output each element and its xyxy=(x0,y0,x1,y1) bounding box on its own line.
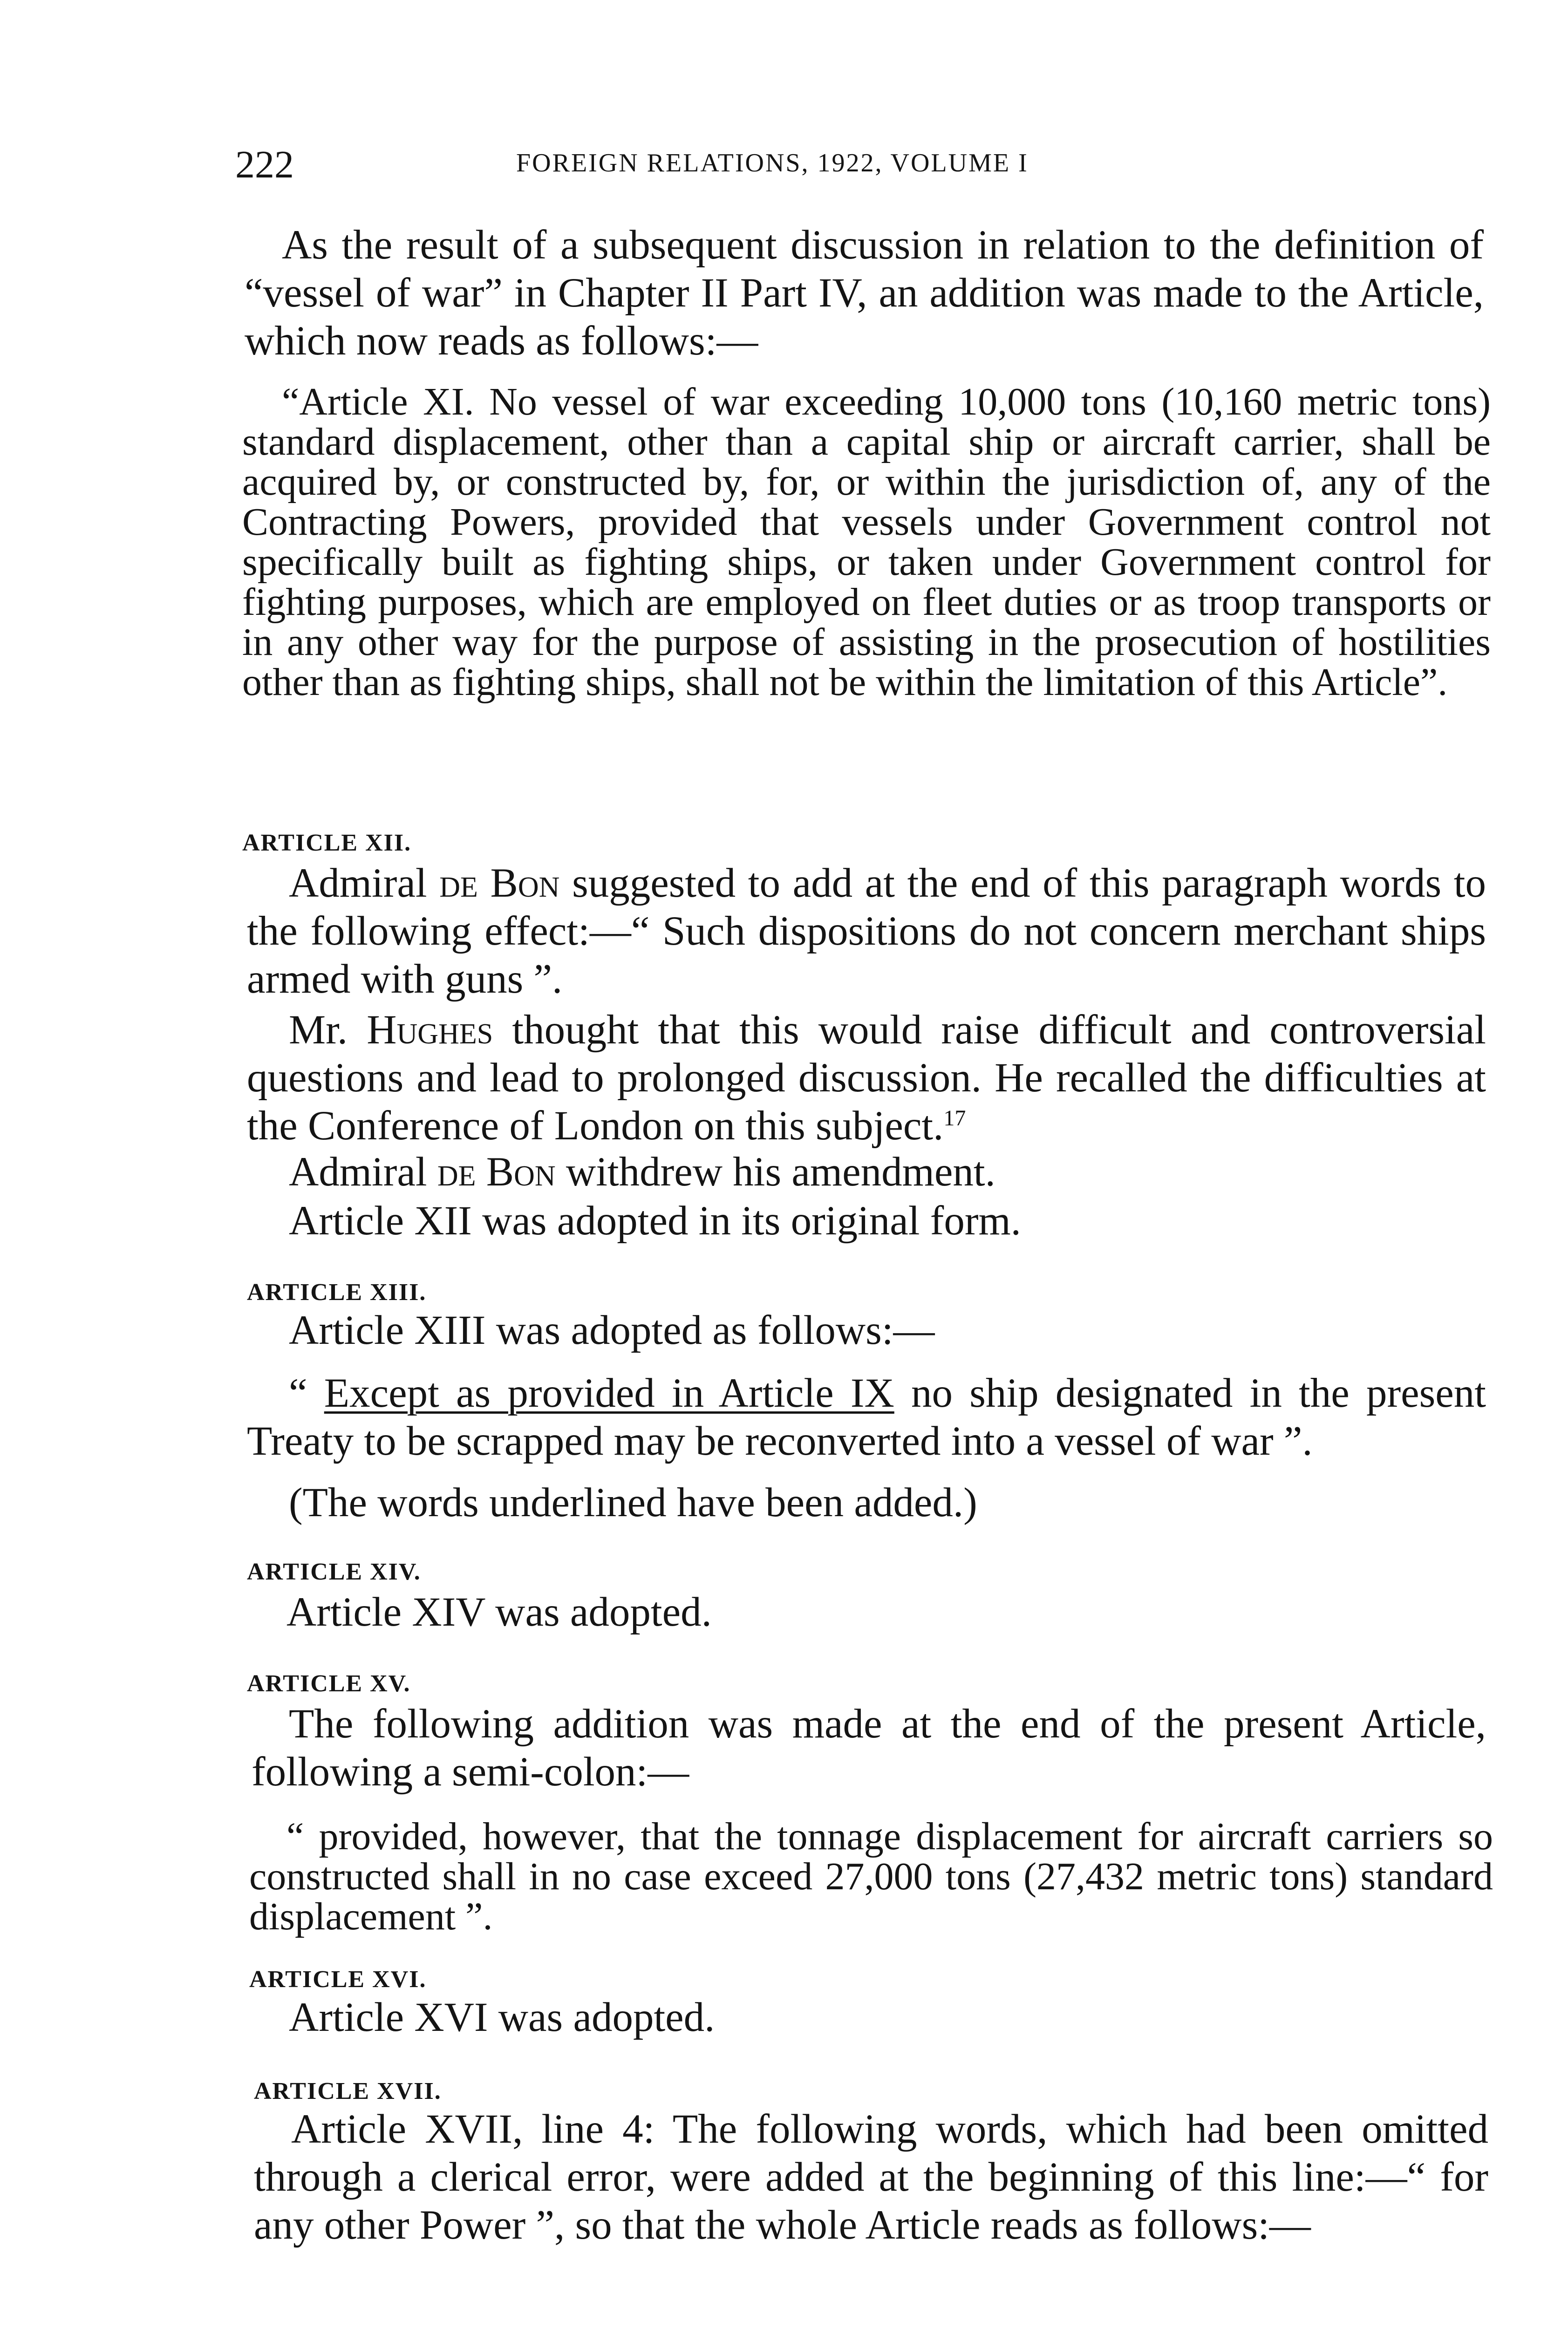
heading-article-xiv: ARTICLE XIV. xyxy=(247,1559,421,1585)
article-xiii-quote: “ Except as provided in Article IX no ship designated in the present Treaty to be scrapped may be reconverted into a vessel of war ”. xyxy=(247,1370,1486,1464)
article-xii-paragraph-4: Article XII was adopted in its original form. xyxy=(289,1198,1021,1244)
article-xii-paragraph-1: Admiral de Bon suggested to add at the end of this paragraph words to the following effect:—“ Such dispositions do not concern merchant ships armed with guns ”. xyxy=(247,860,1486,1002)
heading-article-xvi: ARTICLE XVI. xyxy=(249,1966,427,1993)
article-xii-paragraph-3: Admiral de Bon withdrew his amendment. xyxy=(289,1149,995,1195)
heading-article-xii: ARTICLE XII. xyxy=(242,830,412,856)
article-xiii-paragraph-1: Article XIII was adopted as follows:— xyxy=(289,1308,935,1353)
article-xiii-note: (The words underlined have been added.) xyxy=(289,1480,977,1525)
article-xv-paragraph-1: The following addition was made at the end of the present Article, following a semi-colon:— xyxy=(252,1701,1486,1795)
intro-paragraph: As the result of a subsequent discussion in relation to the definition of “vessel of war” in Chapter II Part IV, an addition was made to the Article, which now reads as follows:— xyxy=(245,222,1484,364)
footnote-ref: 17 xyxy=(943,1106,966,1130)
article-xv-quote: “ provided, however, that the tonnage displacement for aircraft carriers so constructed shall in no case exceed 27,000 tons (27,432 metric tons) standard displacement ”. xyxy=(249,1815,1493,1938)
article-xii-paragraph-2: Mr. Hughes thought that this would raise difficult and controversial questions and lead to prolonged discussion. He recalled the difficulties at the Conference of London on this subject.$^{17}$ xyxy=(247,1007,1486,1149)
heading-article-xv: ARTICLE XV. xyxy=(247,1670,411,1697)
heading-article-xiii: ARTICLE XIII. xyxy=(247,1279,427,1306)
heading-article-xvii: ARTICLE XVII. xyxy=(254,2078,442,2104)
underlined-text: Except as provided in Article IX xyxy=(324,1370,894,1416)
speaker-name: de Bon xyxy=(437,1149,556,1195)
article-xvi-paragraph-1: Article XVI was adopted. xyxy=(289,1995,715,2040)
speaker-name: Hughes xyxy=(367,1007,493,1053)
running-title: FOREIGN RELATIONS, 1922, VOLUME I xyxy=(516,149,1029,177)
page-number: 222 xyxy=(235,143,294,186)
article-xiv-paragraph-1: Article XIV was adopted. xyxy=(286,1589,712,1635)
article-xi-quote: “Article XI. No vessel of war exceeding 10,000 tons (10,160 metric tons) standard displacement, other than a capital ship or aircraft carrier, shall be acquired by, or constructed by, for, or within the jurisdiction of, any of the Contracting Powers, provided that vessels under Government control not specifically built as fighting ships, or taken under Government control for fighting purposes, which are employed on fleet duties or as troop transports or in any other way for the purpose of assisting in the prosecution of hostilities other than as fighting ships, shall not be within the limitation of this Article”. xyxy=(242,380,1491,704)
article-xvii-paragraph-1: Article XVII, line 4: The following words, which had been omitted through a clerical error, were added at the beginning of this line:—“ for any other Power ”, so that the whole Article reads as follows:— xyxy=(254,2106,1488,2248)
speaker-name: de Bon xyxy=(439,860,560,906)
